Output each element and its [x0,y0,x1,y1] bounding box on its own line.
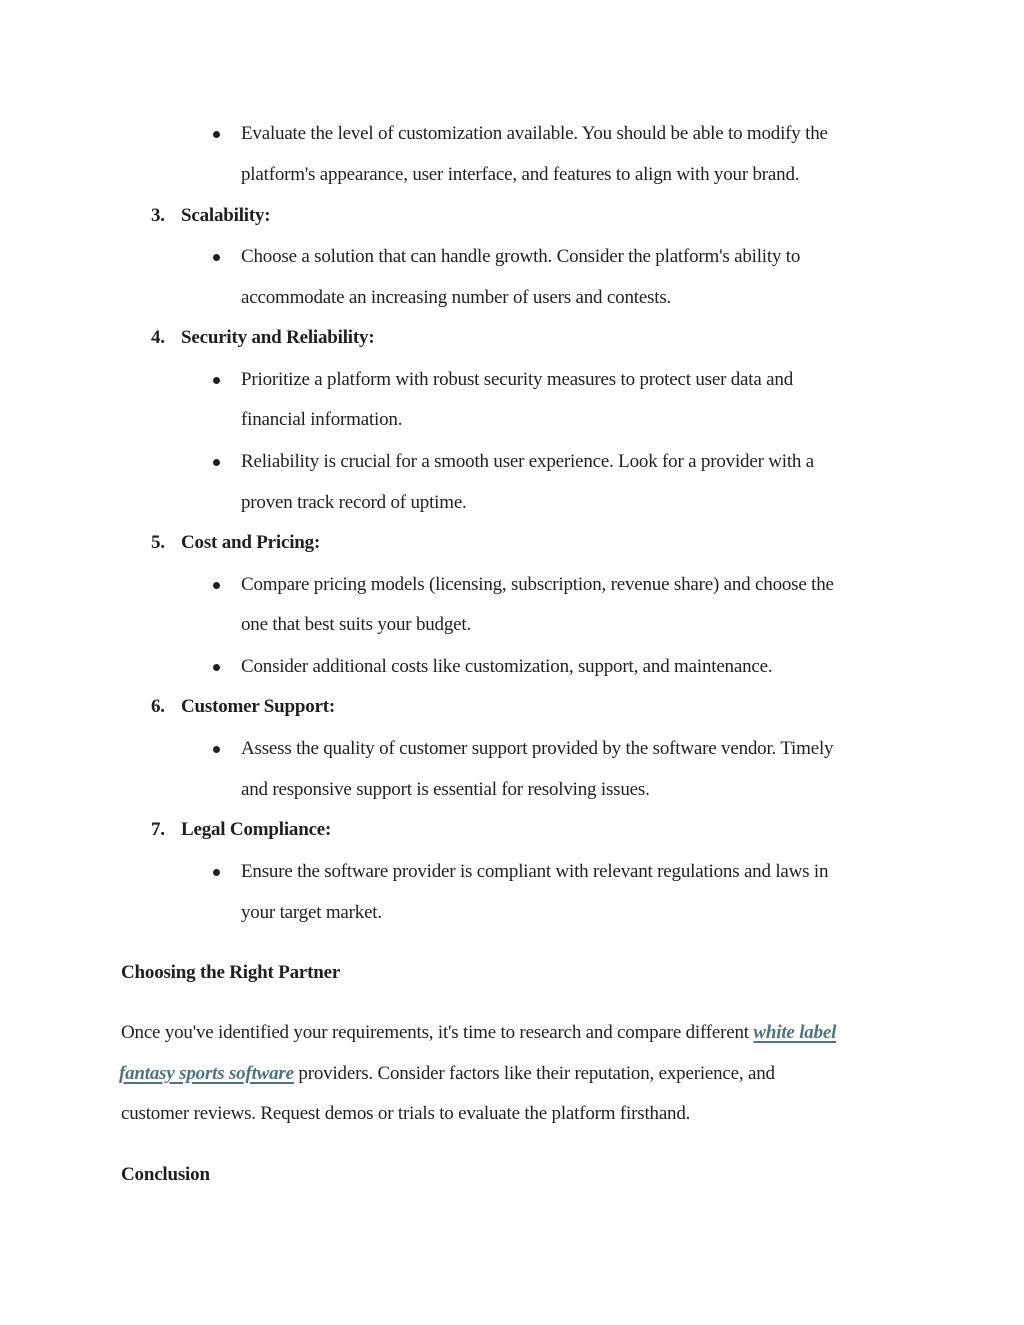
bullet-icon [213,459,220,466]
bullet-icon [213,582,220,589]
white-label-link[interactable]: white label [753,1022,837,1043]
bullet-icon [213,869,220,876]
paragraph-text: Once you've identified your requirements, it's time to research and compare different [121,1022,754,1043]
paragraph-line [119,1062,775,1086]
bullet-text-line: your target market. [241,902,382,923]
list-heading-cost: Cost and Pricing: [181,532,321,553]
paragraph-text: providers. Consider factors like their reputation, experience, and [293,1063,775,1084]
list-number: 4. [151,327,165,348]
bullet-text-line: one that best suits your budget. [241,614,472,635]
list-number: 7. [151,819,165,840]
bullet-icon [213,664,220,671]
bullet-text-line: and responsive support is essential for resolving issues. [241,779,650,800]
paragraph-line: customer reviews. Request demos or trials to evaluate the platform firsthand. [121,1103,691,1124]
list-number: 5. [151,532,165,553]
list-heading-legal: Legal Compliance: [181,819,332,840]
bullet-text-line: proven track record of uptime. [241,492,467,513]
bullet-icon [213,746,220,753]
bullet-text-line: Evaluate the level of customization available. You should be able to modify the [241,123,828,144]
fantasy-sports-software-link[interactable]: fantasy sports software [119,1063,294,1084]
bullet-text-line: financial information. [241,409,403,430]
section-heading-conclusion: Conclusion [121,1164,210,1185]
list-heading-scalability: Scalability: [181,205,271,226]
list-number: 3. [151,205,165,226]
list-heading-support: Customer Support: [181,696,336,717]
paragraph-line [121,1021,836,1045]
bullet-text-line: Ensure the software provider is compliant with relevant regulations and laws in [241,861,829,882]
list-heading-security: Security and Reliability: [181,327,375,348]
bullet-icon [213,377,220,384]
bullet-text-line: Compare pricing models (licensing, subscription, revenue share) and choose the [241,574,834,595]
bullet-text-line: Assess the quality of customer support provided by the software vendor. Timely [241,738,834,759]
section-heading-partner: Choosing the Right Partner [121,962,341,983]
bullet-text-line: Consider additional costs like customization, support, and maintenance. [241,656,773,677]
bullet-text-line: Reliability is crucial for a smooth user experience. Look for a provider with a [241,451,815,472]
bullet-icon [213,254,220,261]
bullet-text-line: Prioritize a platform with robust security measures to protect user data and [241,369,793,390]
bullet-text-line: platform's appearance, user interface, and features to align with your brand. [241,164,800,185]
bullet-text-line: accommodate an increasing number of users and contests. [241,287,672,308]
list-number: 6. [151,696,165,717]
bullet-text-line: Choose a solution that can handle growth. Consider the platform's ability to [241,246,801,267]
bullet-icon [213,131,220,138]
